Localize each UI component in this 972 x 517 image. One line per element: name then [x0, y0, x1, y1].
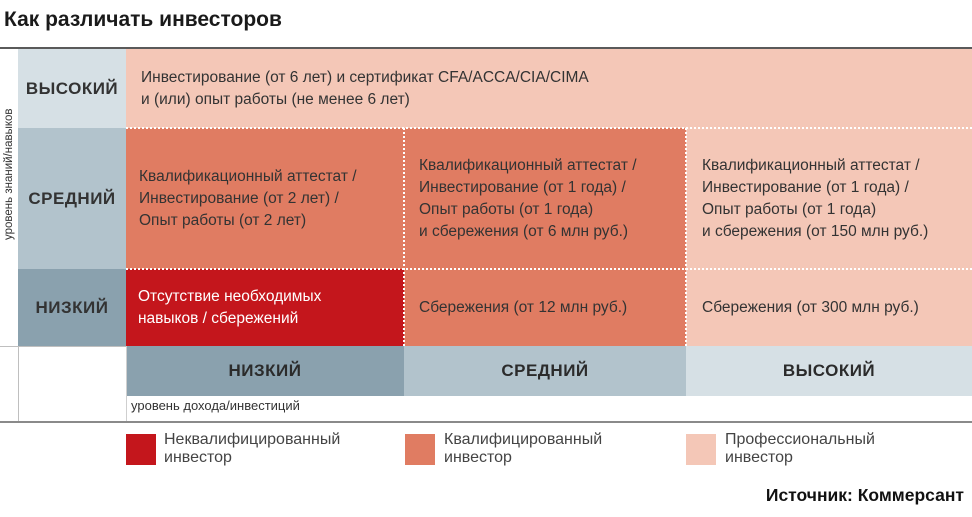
cell-mid-low — [126, 128, 404, 269]
cell-low-mid-text: Сбережения (от 12 млн руб.) — [419, 298, 628, 316]
x-axis-divider — [0, 346, 126, 347]
legend-swatch-qualified — [405, 434, 435, 465]
cell-mid-low-text: Квалификационный аттестат / Инвестирование (от 2 лет) / Опыт работы (от 2 лет) — [139, 167, 357, 229]
row-header-high: ВЫСОКИЙ — [18, 49, 126, 128]
cell-mid-mid-text: Квалификационный аттестат / Инвестирование (от 1 года) / Опыт работы (от 1 года) и сбережения (от 6 млн руб.) — [419, 156, 637, 240]
cell-low-high-text: Сбережения (от 300 млн руб.) — [702, 298, 919, 316]
cell-high-text: Инвестирование (от 6 лет) и сертификат CFA/ACCA/CIA/CIMA и (или) опыт работы (не менее 6 лет) — [141, 68, 589, 108]
grid-divider — [685, 128, 687, 346]
cell-low-low-text: Отсутствие необходимых навыков / сбережений — [138, 287, 322, 327]
col-header-low: НИЗКИЙ — [126, 346, 404, 396]
cell-low-mid — [404, 269, 686, 346]
grid-divider — [403, 128, 405, 346]
x-axis-divider — [126, 346, 127, 421]
legend-label-qualified: Квалифицированный инвестор — [444, 431, 603, 466]
page-title: Как различать инвесторов — [4, 8, 282, 31]
y-axis-label: уровень знаний/навыков — [3, 108, 15, 240]
row-header-mid: СРЕДНИЙ — [18, 128, 126, 269]
grid-divider — [126, 127, 972, 129]
cell-mid-high-text: Квалификационный аттестат / Инвестирование (от 1 года) / Опыт работы (от 1 года) и сбережения (от 150 млн руб.) — [702, 156, 929, 240]
cell-high-professional — [126, 49, 972, 128]
legend-label-professional: Профессиональный инвестор — [725, 431, 875, 466]
bottom-rule — [0, 421, 972, 423]
legend-swatch-unqualified — [126, 434, 156, 465]
legend-label-unqualified: Неквалифицированный инвестор — [164, 431, 341, 466]
legend-swatch-professional — [686, 434, 716, 465]
cell-mid-high — [686, 128, 972, 269]
x-axis-label: уровень дохода/инвестиций — [131, 398, 300, 413]
row-header-low: НИЗКИЙ — [18, 269, 126, 346]
cell-mid-mid — [404, 128, 686, 269]
grid-divider — [126, 268, 972, 270]
cell-low-low — [126, 269, 404, 346]
cell-low-high — [686, 269, 972, 346]
col-header-mid: СРЕДНИЙ — [404, 346, 686, 396]
col-header-high: ВЫСОКИЙ — [686, 346, 972, 396]
source-credit: Источник: Коммерсант — [765, 485, 964, 505]
